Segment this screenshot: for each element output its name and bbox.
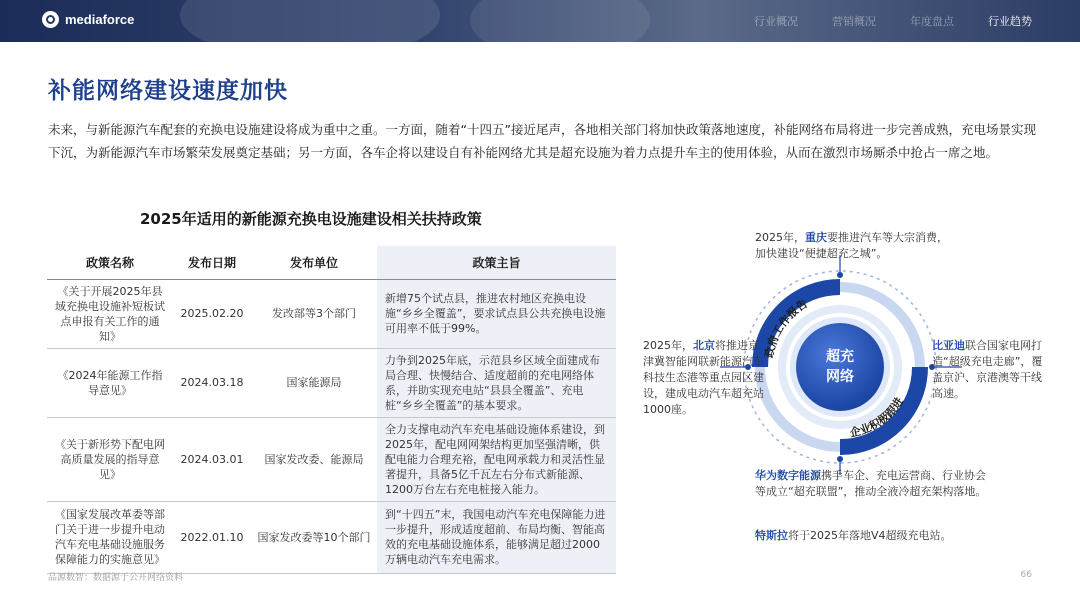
nav-item-industry-trends[interactable]: 行业趋势 — [988, 15, 1032, 28]
table-row — [47, 417, 616, 501]
policy-name-cell: 《国家发展改革委等部门关于进一步提升电动汽车充电基础设施服务保障能力的实施意见》 — [47, 501, 173, 573]
logo-icon — [42, 11, 59, 28]
callout-byd — [932, 338, 1052, 402]
callout-text: 将于2025年落地V4超级充电站。 — [788, 529, 952, 542]
callout-prefix: 2025年， — [755, 231, 805, 244]
banner-decoration — [470, 0, 650, 42]
hub-circle — [796, 323, 884, 411]
callout-highlight: 华为数字能源 — [755, 469, 821, 482]
column-header-date: 发布日期 — [173, 246, 251, 279]
callout-highlight: 比亚迪 — [932, 339, 965, 352]
intro-paragraph: 未来，与新能源汽车配套的充换电设施建设将成为重中之重。一方面，随着“十四五”接近尾声，各地相关部门将加快政策落地速度，补能网络布局将进一步完善成熟，充电场景实现下沉，为新能源汽车市场繁荣发展奠定基础；另一方面，各车企将以建设自有补能网络尤其是超充设施为着力点提升车主的使用体验，从而在激烈市场厮杀中抢占一席之地。 — [48, 122, 1036, 160]
source-note: 品源数智：数据源于公开网络资料 — [48, 573, 184, 583]
brand-name: mediaforce — [65, 12, 135, 27]
column-header-issuer: 发布单位 — [251, 246, 377, 279]
hub-label: 网络 — [826, 369, 854, 385]
section-nav — [754, 0, 1032, 42]
column-header-policy-name: 政策名称 — [47, 246, 173, 279]
policy-gist-cell: 力争到2025年底，示范县乡区域全面建成布局合理、快慢结合、适度超前的充电网络体系，并助实现充电站“县县全覆盖”、充电桩“乡乡全覆盖”的基本要求。 — [377, 348, 616, 417]
connector-dot — [837, 456, 843, 462]
table-header-row — [47, 246, 616, 279]
policy-date-cell: 2022.01.10 — [173, 501, 251, 573]
callout-prefix: 2025年， — [643, 339, 693, 352]
connector-dot — [837, 272, 843, 278]
policy-table — [47, 246, 616, 574]
policy-gist-cell: 到“十四五”末，我国电动汽车充电保障能力进一步提升，形成适度超前、布局均衡、智能高效的充电基础设施体系，能够满足超过2000万辆电动汽车充电需求。 — [377, 501, 616, 573]
callout-text: 携手车企、充电运营商、行业协会等成立“超充联盟”，推动全液冷超充架构落地。 — [755, 469, 987, 498]
policy-issuer-cell: 国家发改委、能源局 — [251, 417, 377, 501]
callout-tesla — [755, 528, 1005, 544]
banner-decoration — [180, 0, 440, 42]
table-title: 2025年适用的新能源充换电设施建设相关扶持政策 — [140, 210, 482, 228]
policy-issuer-cell: 国家发改委等10个部门 — [251, 501, 377, 573]
policy-gist-cell: 全力支撑电动汽车充电基础设施体系建设，到2025年，配电网网架结构更加坚强清晰，供配电能力合理充裕，配电网承载力和灵活性显著提升，具备5亿千瓦左右分布式新能源、1200万台左右充电桩接入能力。 — [377, 417, 616, 501]
hub-label: 超充 — [826, 349, 854, 365]
nav-item-industry-overview[interactable]: 行业概况 — [754, 15, 798, 28]
policy-date-cell: 2025.02.20 — [173, 279, 251, 348]
table-row — [47, 279, 616, 348]
callout-highlight: 重庆 — [805, 231, 827, 244]
policy-gist-cell: 新增75个试点县，推进农村地区充换电设施“乡乡全覆盖”，要求试点县公共充换电设施可用率不低于99%。 — [377, 279, 616, 348]
brand-logo[interactable] — [42, 11, 134, 28]
policy-date-cell: 2024.03.01 — [173, 417, 251, 501]
callout-text: 要推进汽车等大宗消费，加快建设“便捷超充之城”。 — [755, 231, 948, 260]
table-row — [47, 348, 616, 417]
nav-item-marketing-overview[interactable]: 营销概况 — [832, 15, 876, 28]
top-banner — [0, 0, 1080, 42]
column-header-gist: 政策主旨 — [377, 246, 616, 279]
callout-huawei — [755, 468, 990, 500]
policy-issuer-cell: 发改部等3个部门 — [251, 279, 377, 348]
policy-name-cell: 《2024年能源工作指导意见》 — [47, 348, 173, 417]
policy-date-cell: 2024.03.18 — [173, 348, 251, 417]
callout-beijing — [643, 338, 765, 418]
arc-label-enterprise: 企业积极跟进 — [848, 395, 907, 440]
callout-chongqing — [755, 230, 955, 262]
page-title: 补能网络建设速度加快 — [48, 78, 288, 104]
nav-item-annual-review[interactable]: 年度盘点 — [910, 15, 954, 28]
policy-name-cell: 《关于新形势下配电网高质量发展的指导意见》 — [47, 417, 173, 501]
callout-highlight: 特斯拉 — [755, 529, 788, 542]
page-number: 66 — [1020, 570, 1032, 580]
policy-issuer-cell: 国家能源局 — [251, 348, 377, 417]
table-row — [47, 501, 616, 573]
callout-text: 将推进京津冀智能网联新能源汽车科技生态港等重点园区建设，建成电动汽车超充站1000座。 — [643, 339, 764, 416]
policy-name-cell: 《关于开展2025年县域充换电设施补短板试点申报有关工作的通知》 — [47, 279, 173, 348]
arc-label-gov-report: 政府工作报告 — [762, 297, 810, 359]
callout-highlight: 北京 — [693, 339, 715, 352]
callout-text: 联合国家电网打造“超级充电走廊”，覆盖京沪、京港澳等干线高速。 — [932, 339, 1043, 400]
